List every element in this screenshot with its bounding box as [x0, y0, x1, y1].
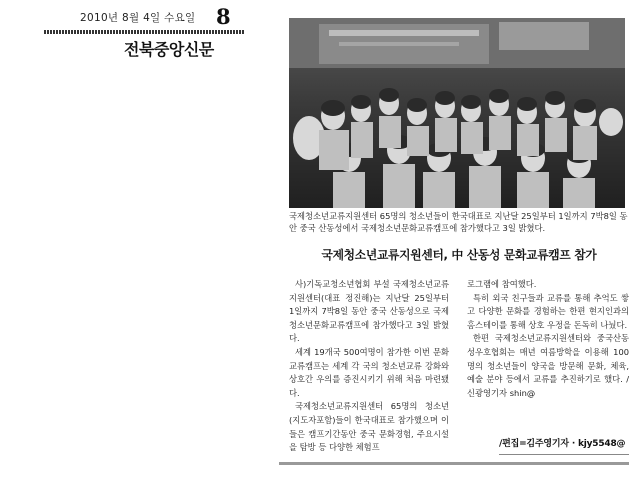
editor-credit: /편집=김주영기자 · kjy5548@	[499, 439, 626, 449]
masthead	[44, 6, 264, 62]
divider	[279, 462, 629, 465]
paragraph: 세계 19개국 500여명이 참가한 이번 문화교류캠프는 세계 각 국의 청소년교류 강화와 상호간 우의를 증진시키기 위해 처음 마련됐다.	[289, 346, 449, 398]
issue-date: 2010년 8월 4일 수요일	[80, 12, 196, 24]
photo-caption: 국제청소년교류지원센터 65명의 청소년들이 한국대표로 지난달 25일부터 1일까지 7박8일 동안 중국 산동성에서 국제청소년문화교류캠프에 참가했다고 3일 밝혔다.	[289, 211, 628, 233]
newspaper-name: 전북중앙신문	[124, 40, 214, 59]
divider	[499, 454, 629, 455]
paragraph: 사)기독교청소년협회 부설 국제청소년교류지원센터(대표 정진해)는 지난달 25일부터 1일까지 7박8일 동안 중국 산동성으로 국제청소년문화교류캠프에 참가했다고 3일 밝혔다.	[289, 279, 449, 344]
article-headline: 국제청소년교류지원센터, 中 산동성 문화교류캠프 참가	[321, 248, 597, 262]
article-column-2	[467, 278, 629, 400]
paragraph: 특히 외국 친구들과 교류를 통해 추억도 쌓고 다양한 문화를 경험하는 한편 현지인과의 홈스테이를 통해 상호 우정을 돈독히 나눴다.	[467, 292, 629, 330]
article-column-1	[289, 278, 449, 455]
paragraph: 국제청소년교류지원센터 65명의 청소년(지도자포함)들이 한국대표로 참가했으며 이들은 캠프기간동안 중국 문화경험, 주요시설을 탐방 등 다양한 체험프	[289, 401, 449, 453]
masthead-rule	[44, 30, 244, 34]
page-number: 8	[216, 4, 231, 29]
paragraph: 로그램에 참여했다.	[467, 279, 537, 289]
paragraph: 한편 국제청소년교류지원센터와 중국산동성우호협회는 매년 여름방학을 이용해 100명의 청소년들이 양국을 방문해 문화, 체육, 예술 분야 등에서 교류를 추진하기로 했다. /신광영기자 shin@	[467, 333, 629, 398]
article-photo	[289, 18, 625, 208]
